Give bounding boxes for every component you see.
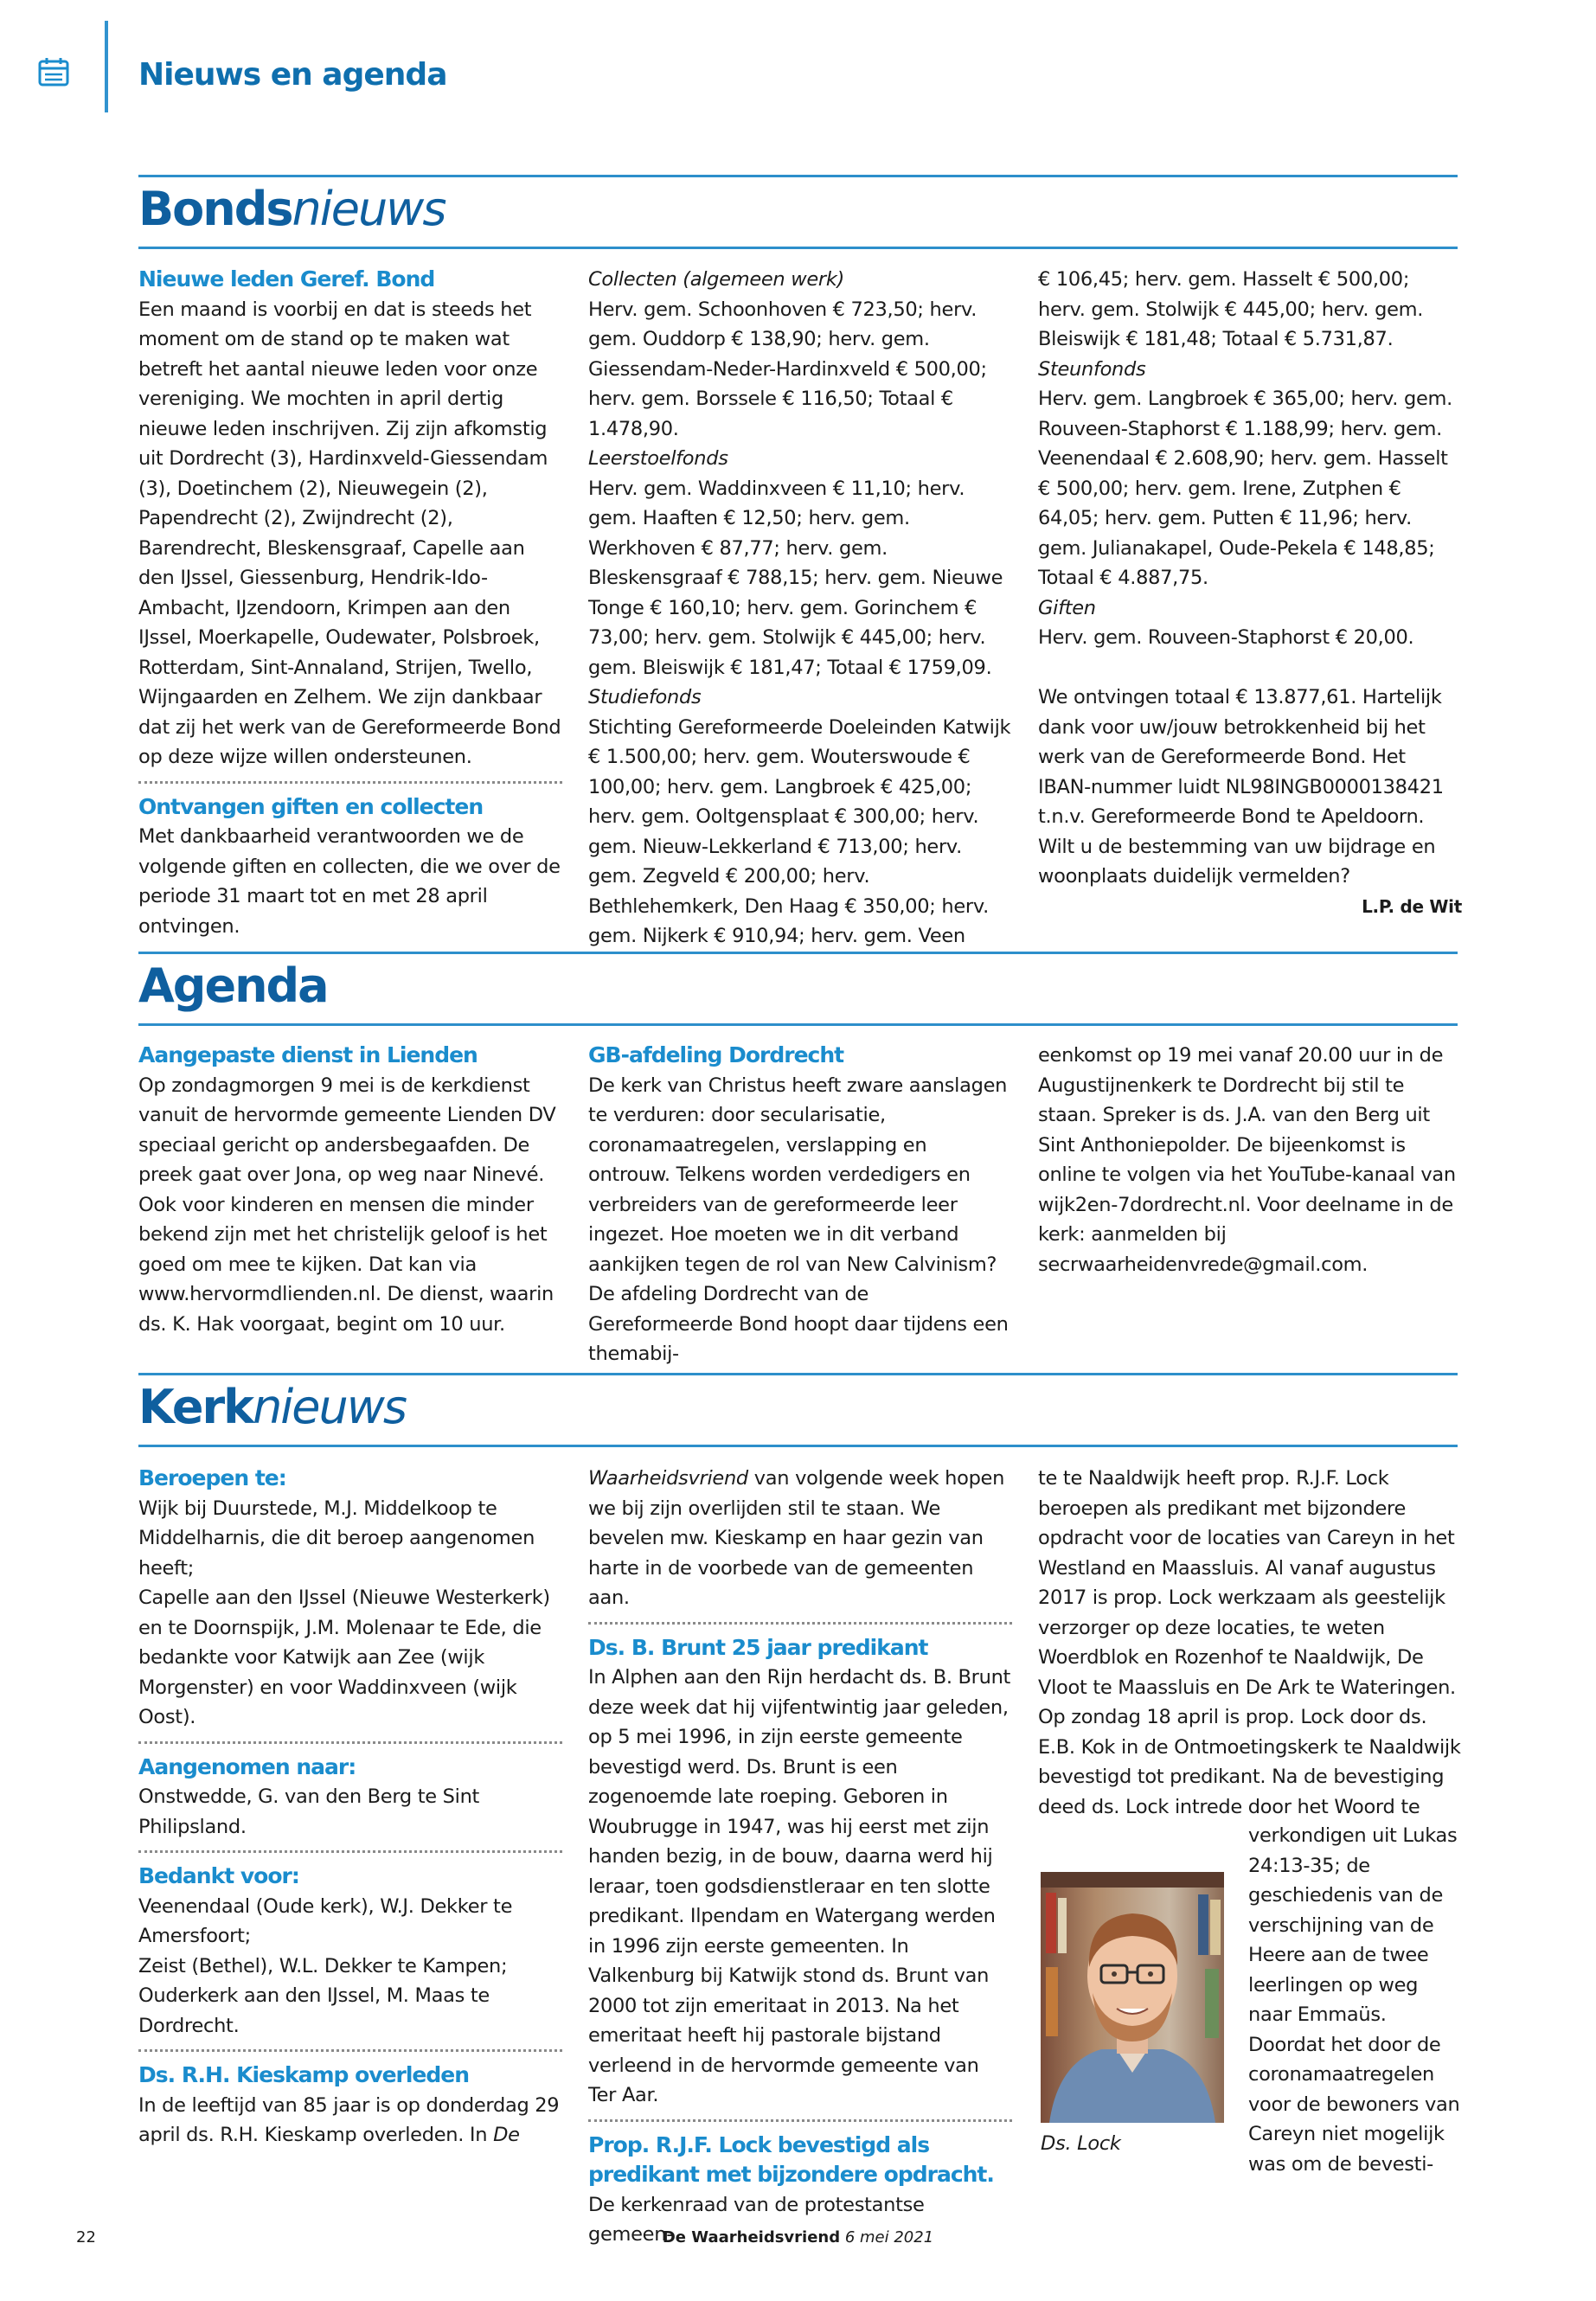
bondsnieuws-title: Bondsnieuws bbox=[138, 182, 445, 236]
bondsnieuws-column-3 bbox=[1038, 265, 1462, 921]
paragraph: Ouderkerk aan den IJssel, M. Maas te Dordrecht. bbox=[138, 1984, 490, 2037]
subheading: Bedankt voor: bbox=[138, 1863, 299, 1888]
paragraph: Zeist (Bethel), W.L. Dekker te Kampen; bbox=[138, 1954, 508, 1977]
subheading: Aangepaste dienst in Lienden bbox=[138, 1042, 478, 1067]
fund-label: Leerstoelfonds bbox=[588, 447, 728, 470]
subheading: GB-afdeling Dordrecht bbox=[588, 1042, 844, 1067]
kerknieuws-column-1 bbox=[138, 1464, 562, 2150]
fund-label: Studiefonds bbox=[588, 686, 702, 708]
bondsnieuws-column-1 bbox=[138, 265, 562, 941]
paragraph: We ontvingen totaal € 13.877,61. Hartelijk dank voor uw/jouw betrokkenheid bij het werk van de Gereformeerde Bond. Het IBAN-nummer luidt NL98INGB0000138421 t.n.v. Gereformeerde Bond te Apeldoorn. Wilt u de bestemming van uw bijdrage en woonplaats duidelijk vermelden? bbox=[1038, 686, 1444, 888]
section-rule-bottom bbox=[138, 1445, 1458, 1447]
dotted-divider bbox=[138, 2049, 562, 2052]
paragraph: In de leeftijd van 85 jaar is op donderdag 29 april ds. R.H. Kieskamp overleden. In De bbox=[138, 2093, 560, 2146]
paragraph: Op zondag 18 april is prop. Lock door ds. E.B. Kok in de Ontmoetingskerk te Naaldwijk bevestigd tot predikant. Na de bevestiging deed ds. Lock intrede door het Woord te bbox=[1038, 1706, 1461, 1818]
page-number: 22 bbox=[76, 2228, 96, 2247]
paragraph: Wijk bij Duurstede, M.J. Middelkoop te Middelharnis, die dit beroep aangenomen heeft; bbox=[138, 1497, 535, 1580]
calendar-icon bbox=[38, 57, 69, 87]
section-rule-top bbox=[138, 1373, 1458, 1375]
kerknieuws-title: Kerknieuws bbox=[138, 1380, 407, 1434]
paragraph: verkondigen uit Lukas 24:13-35; de geschiedenis van de verschijning van de Heere aan de twee leerlingen op weg naar Emmaüs. Doordat het door de coronamaatregelen voor de bewoners van Careyn niet mogelijk was om de bevesti- bbox=[1248, 1824, 1460, 2176]
paragraph: Veenendaal (Oude kerk), W.J. Dekker te Amersfoort; bbox=[138, 1894, 513, 1947]
paragraph: Met dankbaarheid verantwoorden we de volgende giften en collecten, die we over de periode 31 maart tot en met 28 april ontvingen. bbox=[138, 825, 561, 938]
paragraph: De afdeling Dordrecht van de Gereformeerde Bond hoopt daar tijdens een themabij- bbox=[588, 1283, 1009, 1365]
header-divider bbox=[105, 21, 108, 112]
section-rule-top bbox=[138, 952, 1458, 954]
paragraph: Een maand is voorbij en dat is steeds het moment om de stand op te maken wat betreft het aantal nieuwe leden voor onze vereniging. We mochten in april dertig nieuwe leden inschrijven. Zij zijn afkomstig uit Dordrecht (3), Hardinxveld-Giessendam (3), Doetinchem (2), Nieuwegein (2), Papendrecht (2), Zwijndrecht (2), Barendrecht, Bleskensgraaf, Capelle aan den IJssel, Giessenburg, Hendrik-Ido-Ambacht, IJzendoorn, Krimpen aan den IJssel, Moerkapelle, Oudewater, Polsbroek, Rotterdam, Sint-Annaland, Strijen, Twello, Wijngaarden en Zelhem. We zijn dankbaar dat zij het werk van de Gereformeerde Bond op deze wijze willen ondersteunen. bbox=[138, 298, 561, 768]
paragraph: eenkomst op 19 mei vanaf 20.00 uur in de Augustijnenkerk te Dordrecht bij stil te staan. Spreker is ds. J.A. van den Berg uit Sint Anthoniepolder. De bijeenkomst is online te volgen via het YouTube-kanaal van wijk2en-7dordrecht.nl. Voor deelname in de kerk: aanmelden bij secrwaarheidenvrede@gmail.com. bbox=[1038, 1044, 1456, 1276]
signature: L.P. de Wit bbox=[1362, 895, 1462, 917]
section-rule-bottom bbox=[138, 247, 1458, 249]
paragraph: De kerkenraad van de protestantse gemeen- bbox=[588, 2193, 925, 2246]
kerknieuws-column-3-wrap bbox=[1248, 1821, 1460, 2179]
paragraph: € 106,45; herv. gem. Hasselt € 500,00; herv. gem. Stolwijk € 445,00; herv. gem. Bleiswijk € 181,48; Totaal € 5.731,87. bbox=[1038, 268, 1424, 350]
subheading: Ds. B. Brunt 25 jaar predikant bbox=[588, 1634, 928, 1660]
fund-label: Collecten (algemeen werk) bbox=[588, 268, 845, 291]
paragraph: Waarheidsvriend van volgende week hopen we bij zijn overlijden stil te staan. We bevelen mw. Kieskamp en haar gezin van harte in de voorbede van de gemeenten aan. bbox=[588, 1467, 1005, 1609]
dotted-divider bbox=[138, 1850, 562, 1853]
agenda-column-1 bbox=[138, 1041, 562, 1339]
agenda-column-3 bbox=[1038, 1041, 1462, 1279]
paragraph: De kerk van Christus heeft zware aanslagen te verduren: door secularisatie, coronamaatregelen, verslapping en ontrouw. Telkens worden verdedigers en verbreiders van de gereformeerde leer ingezet. Hoe moeten we in dit verband aankijken tegen de rol van New Calvinism? bbox=[588, 1074, 1008, 1276]
agenda-title: Agenda bbox=[138, 958, 328, 1013]
dotted-divider bbox=[138, 1741, 562, 1744]
section-label: Nieuws en agenda bbox=[138, 57, 447, 93]
bondsnieuws-column-2 bbox=[588, 265, 1012, 952]
agenda-column-2 bbox=[588, 1041, 1012, 1369]
paragraph: Herv. gem. Waddinxveen € 11,10; herv. gem. Haaften € 12,50; herv. gem. Werkhoven € 87,77; herv. gem. Bleskensgraaf € 788,15; herv. gem. Nieuwe Tonge € 160,10; herv. gem. Gorinchem € 73,00; herv. gem. Stolwijk € 445,00; herv. gem. Bleiswijk € 181,47; Totaal € 1759,09. bbox=[588, 477, 1003, 679]
dotted-divider bbox=[588, 1622, 1012, 1625]
paragraph: Op zondagmorgen 9 mei is de kerkdienst vanuit de hervormde gemeente Lienden DV speciaal gericht op andersbegaafden. De preek gaat over Jona, op weg naar Ninevé. Ook voor kinderen en mensen die minder bekend zijn met het christelijk geloof is het goed om mee te kijken. Dat kan via www.hervormdlienden.nl. De dienst, waarin ds. K. Hak voorgaat, begint om 10 uur. bbox=[138, 1074, 556, 1336]
subheading: Prop. R.J.F. Lock bevestigd als predikant met bijzondere opdracht. bbox=[588, 2131, 994, 2187]
dotted-divider bbox=[588, 2119, 1012, 2122]
subheading: Ds. R.H. Kieskamp overleden bbox=[138, 2062, 470, 2087]
subheading: Beroepen te: bbox=[138, 1465, 286, 1490]
subheading: Aangenomen naar: bbox=[138, 1753, 356, 1779]
section-rule-top bbox=[138, 175, 1458, 177]
subheading: Nieuwe leden Geref. Bond bbox=[138, 266, 435, 292]
portrait-photo bbox=[1041, 1872, 1224, 2123]
paragraph: Capelle aan den IJssel (Nieuwe Westerkerk) en te Doornspijk, J.M. Molenaar te Ede, die bedankte voor Katwijk aan Zee (wijk Morgenster) en voor Waddinxveen (wijk Oost). bbox=[138, 1586, 550, 1728]
paragraph: Herv. gem. Rouveen-Staphorst € 20,00. bbox=[1038, 626, 1414, 649]
paragraph: Stichting Gereformeerde Doeleinden Katwijk € 1.500,00; herv. gem. Wouterswoude € 100,00; herv. gem. Langbroek € 425,00; herv. gem. Ooltgensplaat € 300,00; herv. gem. Nieuw-Lekkerland € 713,00; herv. gem. Zegveld € 200,00; herv. Bethlehemkerk, Den Haag € 350,00; herv. gem. Nijkerk € 910,94; herv. gem. Veen bbox=[588, 715, 1011, 947]
paragraph: Herv. gem. Langbroek € 365,00; herv. gem. Rouveen-Staphorst € 1.188,99; herv. gem. Veenendaal € 2.608,90; herv. gem. Hasselt € 500,00; herv. gem. Irene, Zutphen € 64,05; herv. gem. Putten € 11,96; herv. gem. Julianakapel, Oude-Pekela € 148,85; Totaal € 4.887,75. bbox=[1038, 388, 1452, 589]
kerknieuws-column-3 bbox=[1038, 1464, 1462, 1822]
paragraph: Onstwedde, G. van den Berg te Sint Philipsland. bbox=[138, 1785, 480, 1838]
kerknieuws-column-2 bbox=[588, 1464, 1012, 2250]
fund-label: Giften bbox=[1038, 596, 1096, 619]
subheading: Ontvangen giften en collecten bbox=[138, 793, 484, 819]
paragraph: te te Naaldwijk heeft prop. R.J.F. Lock beroepen als predikant met bijzondere opdracht voor de locaties van Careyn in het Westland en Maassluis. Al vanaf augustus 2017 is prop. Lock werkzaam als geestelijk verzorger op deze locaties, te weten Woerdblok en Rozenhof te Naaldwijk, De Vloot te Maassluis en De Ark te Wateringen. bbox=[1038, 1467, 1456, 1699]
fund-label: Steunfonds bbox=[1038, 357, 1146, 381]
footer-publication: De Waarheidsvriend 6 mei 2021 bbox=[662, 2228, 934, 2247]
dotted-divider bbox=[138, 781, 562, 784]
paragraph: In Alphen aan den Rijn herdacht ds. B. Brunt deze week dat hij vijfentwintig jaar geleden, op 5 mei 1996, in zijn eerste gemeente bevestigd werd. Ds. Brunt is een zogenoemde late roeping. Geboren in Woubrugge in 1947, was hij eerst met zijn handen bezig, in de bouw, daarna werd hij leraar, toen godsdienstleraar en ten slotte predikant. Ilpendam en Watergang werden in 1996 zijn eerste gemeenten. In Valkenburg bij Katwijk stond ds. Brunt van 2000 tot zijn emeritaat in 2013. Na het emeritaat heeft hij pastorale bijstand verleend in de hervormde gemeente van Ter Aar. bbox=[588, 1666, 1011, 2106]
section-rule-bottom bbox=[138, 1023, 1458, 1026]
paragraph: Herv. gem. Schoonhoven € 723,50; herv. gem. Ouddorp € 138,90; herv. gem. Giessendam-Neder-Hardinxveld € 500,00; herv. gem. Borssele € 116,50; Totaal € 1.478,90. bbox=[588, 298, 987, 440]
photo-caption: Ds. Lock bbox=[1041, 2132, 1121, 2155]
